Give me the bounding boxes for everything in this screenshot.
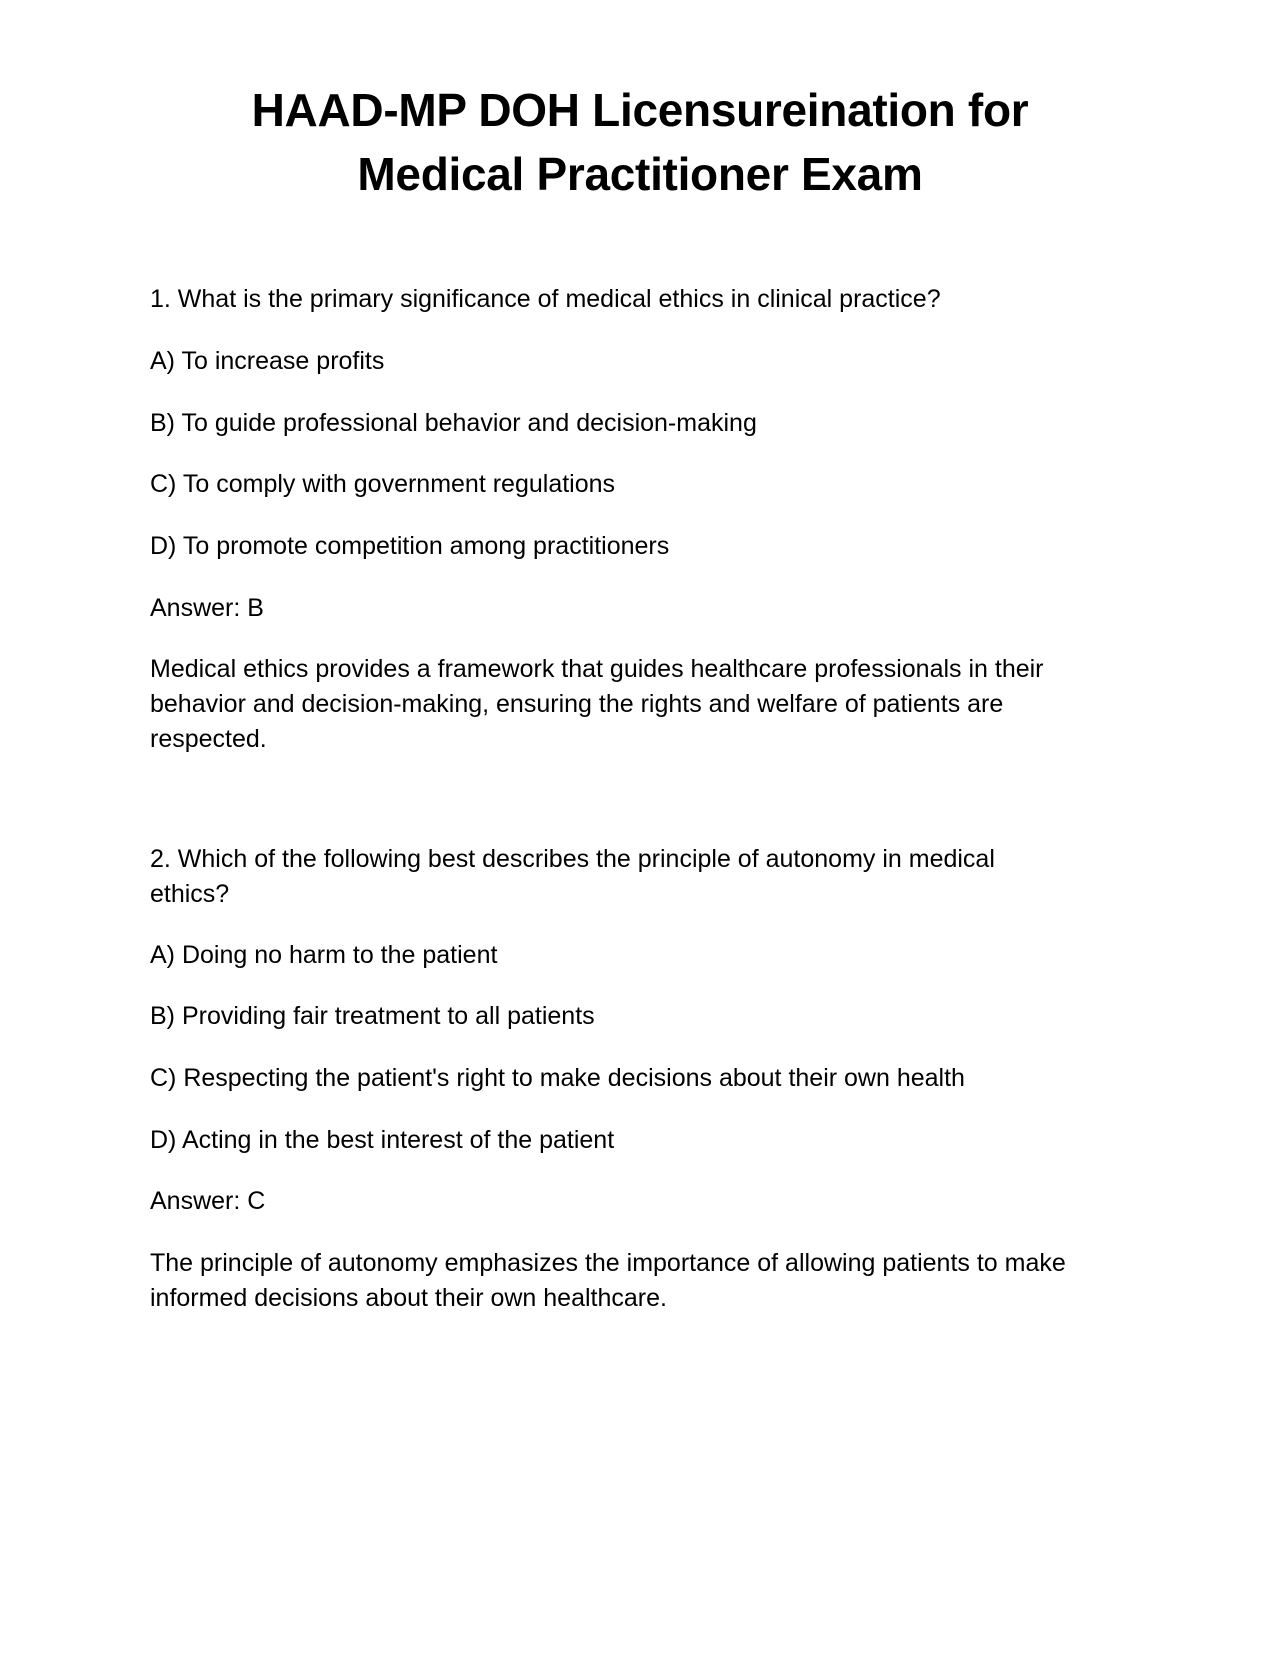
title-line-1: HAAD-MP DOH Licensureination for <box>251 84 1029 136</box>
page-title <box>150 78 1130 206</box>
question-2-text: 2. Which of the following best describes the principle of autonomy in medical ethics? <box>150 845 995 908</box>
question-1-text: 1. What is the primary significance of medical ethics in clinical practice? <box>150 285 941 313</box>
question-1-option-c: C) To comply with government regulations <box>150 470 616 498</box>
question-2-option-a: A) Doing no harm to the patient <box>150 941 498 969</box>
question-1-explanation: Medical ethics provides a framework that guides healthcare professionals in their behavior and decision-making, ensuring the rights and welfare of patients are respected. <box>150 655 1044 753</box>
question-1-option-d: D) To promote competition among practitioners <box>150 532 670 560</box>
question-1-option-b: B) To guide professional behavior and decision-making <box>150 409 757 437</box>
question-2-explanation: The principle of autonomy emphasizes the importance of allowing patients to make informed decisions about their own healthcare. <box>150 1249 1066 1312</box>
question-2-answer: Answer: C <box>150 1187 266 1215</box>
question-1-answer: Answer: B <box>150 594 264 622</box>
question-2-option-c: C) Respecting the patient's right to make decisions about their own health <box>150 1064 965 1092</box>
question-2-option-d: D) Acting in the best interest of the patient <box>150 1126 615 1154</box>
question-1-option-a: A) To increase profits <box>150 347 385 375</box>
question-2-option-b: B) Providing fair treatment to all patients <box>150 1002 595 1030</box>
title-line-2: Medical Practitioner Exam <box>357 148 923 200</box>
